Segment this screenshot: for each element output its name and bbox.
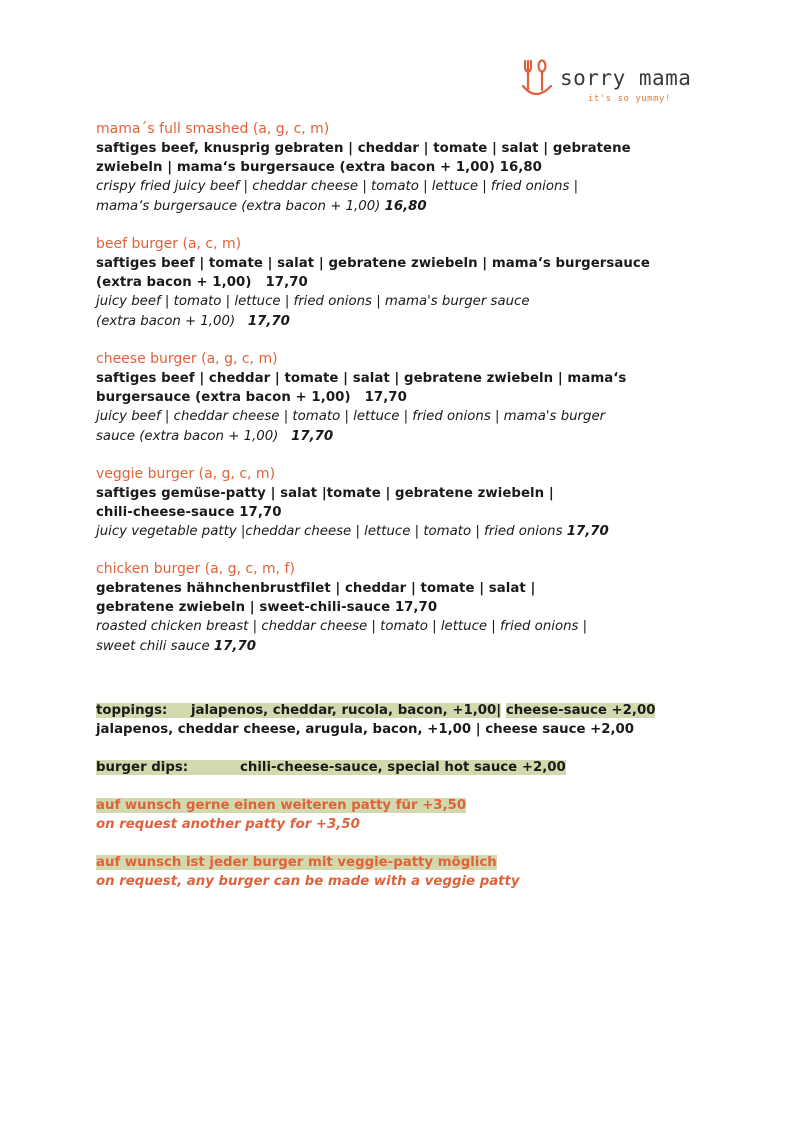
brand-tagline: it's so yummy! <box>588 94 671 104</box>
item-description-de: gebratenes hähnchenbrustfilet | cheddar | tomate | salat | gebratene zwiebeln | sweet-chili-sauce 17,70 <box>96 581 536 615</box>
extra-patty-en: on request another patty for +3,50 <box>96 817 360 832</box>
extra-patty <box>96 796 736 834</box>
menu-content <box>96 120 736 910</box>
dips-text: chili-cheese-sauce, special hot sauce +2,00 <box>240 760 566 775</box>
item-price: 17,70 <box>291 429 334 444</box>
item-price: 17,70 <box>566 524 609 539</box>
extra-patty-de: auf wunsch gerne einen weiteren patty für +3,50 <box>96 798 467 813</box>
fork-spoon-icon <box>520 58 554 104</box>
brand-name: sorry mama <box>560 66 692 90</box>
item-description-de: saftiges beef, knusprig gebraten | cheddar | tomate | salat | gebratene zwiebeln | mama‘s burgersauce (extra bacon + 1,00) 16,80 <box>96 141 631 175</box>
item-title: veggie burger (a, g, c, m) <box>96 466 276 482</box>
item-description-en: juicy vegetable patty |cheddar cheese | lettuce | tomato | fried onions 17,70 <box>96 524 609 539</box>
item-title: beef burger (a, c, m) <box>96 236 242 252</box>
logo <box>520 58 690 108</box>
item-description-de: saftiges beef | cheddar | tomate | salat | gebratene zwiebeln | mama‘s burgersauce (extra bacon + 1,00) 17,70 <box>96 371 627 405</box>
dips-label: burger dips: <box>96 760 189 775</box>
item-description-en: crispy fried juicy beef | cheddar cheese | tomato | lettuce | fried onions | mama‘s burgersauce (extra bacon + 1,00) 16,80 <box>96 179 579 214</box>
menu-item <box>96 120 736 217</box>
menu-item <box>96 235 736 332</box>
veggie-patty-option <box>96 853 736 891</box>
veggie-option-de: auf wunsch ist jeder burger mit veggie-patty möglich <box>96 855 497 870</box>
menu-item <box>96 350 736 447</box>
item-description-de: saftiges gemüse-patty | salat |tomate | gebratene zwiebeln | chili-cheese-sauce 17,70 <box>96 486 554 520</box>
item-price: 16,80 <box>384 199 427 214</box>
toppings-label: toppings: jalapenos, cheddar, rucola, bacon, +1,00| <box>96 703 502 718</box>
menu-item <box>96 465 736 542</box>
menu-item <box>96 560 736 657</box>
toppings-en: jalapenos, cheddar cheese, arugula, bacon, +1,00 | cheese sauce +2,00 <box>96 722 635 737</box>
item-description-en: juicy beef | tomato | lettuce | fried onions | mama's burger sauce (extra bacon + 1,00) 17,70 <box>96 294 530 329</box>
item-title: mama´s full smashed (a, g, c, m) <box>96 121 330 137</box>
toppings <box>96 701 736 739</box>
burger-dips <box>96 758 736 777</box>
item-title: chicken burger (a, g, c, m, f) <box>96 561 295 577</box>
item-description-en: juicy beef | cheddar cheese | tomato | lettuce | fried onions | mama's burger sauce (extra bacon + 1,00) 17,70 <box>96 409 606 444</box>
item-price: 17,70 <box>247 314 290 329</box>
item-title: cheese burger (a, g, c, m) <box>96 351 278 367</box>
veggie-option-en: on request, any burger can be made with a veggie patty <box>96 874 520 889</box>
toppings-cheese-sauce: cheese-sauce +2,00 <box>505 703 656 718</box>
item-price: 17,70 <box>213 639 256 654</box>
item-description-de: saftiges beef | tomate | salat | gebratene zwiebeln | mama‘s burgersauce (extra bacon + 1,00) 17,70 <box>96 256 650 290</box>
item-description-en: roasted chicken breast | cheddar cheese | tomato | lettuce | fried onions | sweet chili sauce 17,70 <box>96 619 588 654</box>
